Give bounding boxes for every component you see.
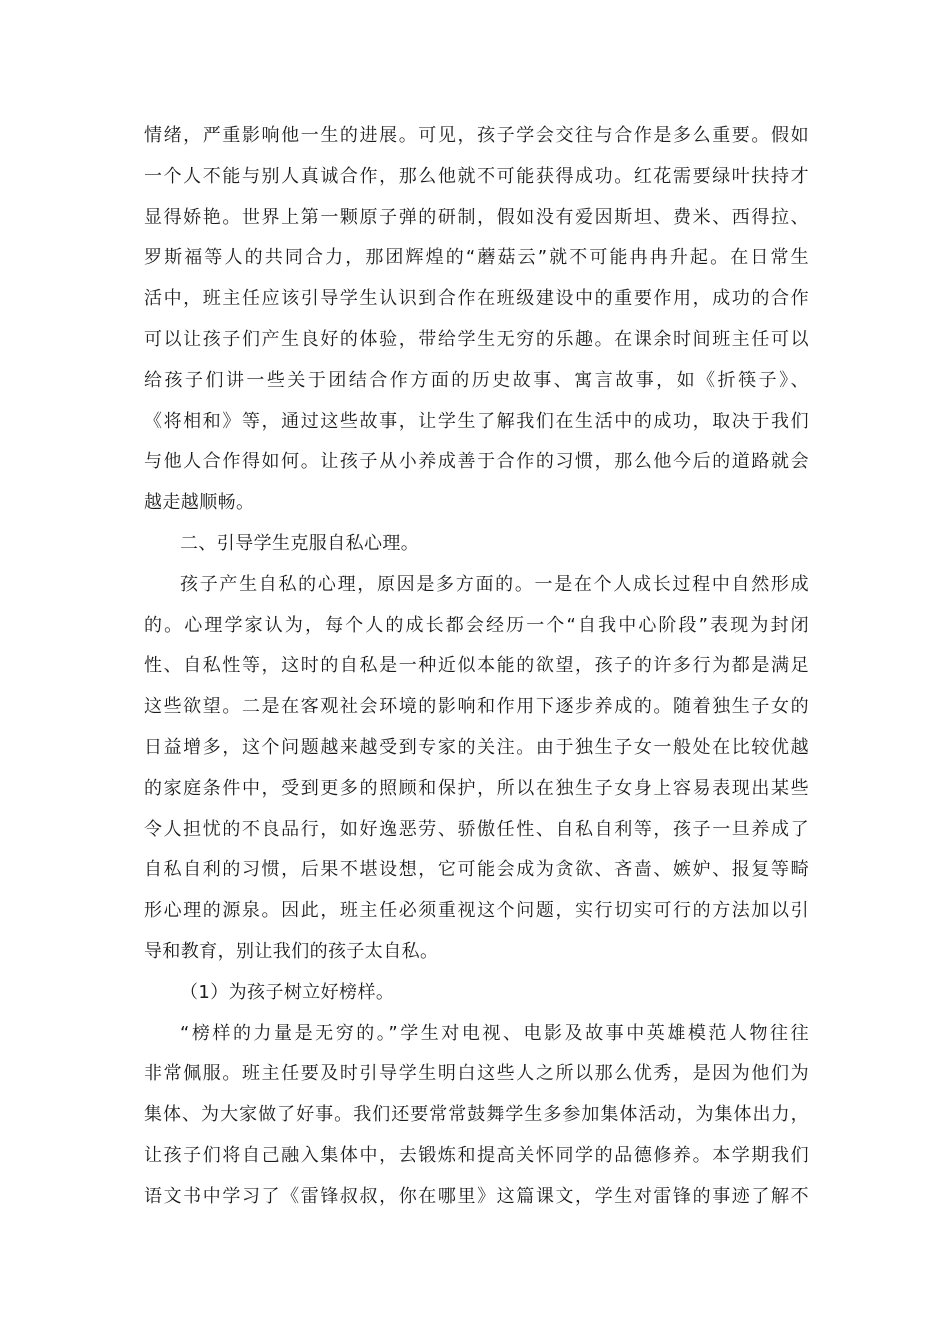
text-line: 让孩子们将自己融入集体中，去锻炼和提高关怀同学的品德修养。本学期我们: [144, 1144, 809, 1166]
subsection-heading: [144, 973, 809, 1014]
text-line: 《将相和》等，通过这些故事，让学生了解我们在生活中的成功，取决于我们: [144, 410, 809, 432]
text-line: 给孩子们讲一些关于团结合作方面的历史故事、寓言故事，如《折筷子》、: [144, 369, 809, 391]
paragraph-selfishness: [144, 565, 809, 973]
text-line: 日益增多，这个问题越来越受到专家的关注。由于独生子女一般处在比较优越: [144, 736, 809, 758]
text-line: 活中，班主任应该引导学生认识到合作在班级建设中的重要作用，成功的合作: [144, 288, 809, 310]
text-line: 形心理的源泉。因此，班主任必须重视这个问题，实行切实可行的方法加以引: [144, 900, 809, 922]
text-line: 情绪，严重影响他一生的进展。可见，孩子学会交往与合作是多么重要。假如: [144, 125, 809, 146]
text-line: 集体、为大家做了好事。我们还要常常鼓舞学生多参加集体活动，为集体出力，: [144, 1104, 809, 1126]
heading-text: 二、引导学生克服自私心理。: [180, 532, 420, 554]
text-line: 的家庭条件中，受到更多的照顾和保护，所以在独生子女身上容易表现出某些: [144, 777, 809, 799]
heading-text: （1）为孩子树立好榜样。: [180, 981, 395, 1003]
text-line: 与他人合作得如何。让孩子从小养成善于合作的习惯，那么他今后的道路就会: [144, 451, 809, 473]
text-line: 罗斯福等人的共同合力，那团辉煌的“蘑菇云”就不可能冉冉升起。在日常生: [144, 247, 809, 269]
text-line: 自私自利的习惯，后果不堪设想，它可能会成为贪欲、吝啬、嫉妒、报复等畸: [144, 859, 809, 881]
text-line: 非常佩服。班主任要及时引导学生明白这些人之所以那么优秀，是因为他们为: [144, 1063, 809, 1085]
text-line: 这些欲望。二是在客观社会环境的影响和作用下逐步养成的。随着独生子女的: [144, 696, 809, 718]
text-line: 可以让孩子们产生良好的体验，带给学生无穷的乐趣。在课余时间班主任可以: [144, 328, 809, 350]
text-line: 孩子产生自私的心理，原因是多方面的。一是在个人成长过程中自然形成: [180, 573, 809, 595]
paragraph-role-model: [144, 1014, 809, 1218]
text-line: 导和教育，别让我们的孩子太自私。: [144, 940, 439, 962]
text-line: “榜样的力量是无穷的。”学生对电视、电影及故事中英雄模范人物往往: [180, 1022, 809, 1044]
paragraph-cooperation: [144, 116, 809, 524]
text-line: 语文书中学习了《雷锋叔叔，你在哪里》这篇课文，学生对雷锋的事迹了解不: [144, 1185, 809, 1207]
body-text: [144, 116, 809, 1218]
section-heading: [144, 524, 809, 565]
text-line: 显得娇艳。世界上第一颗原子弹的研制，假如没有爱因斯坦、费米、西得拉、: [144, 206, 809, 228]
text-line: 越走越顺畅。: [144, 492, 255, 514]
text-line: 的。心理学家认为，每个人的成长都会经历一个“自我中心阶段”表现为封闭: [144, 614, 809, 636]
text-line: 令人担忧的不良品行，如好逸恶劳、骄傲任性、自私自利等，孩子一旦养成了: [144, 818, 809, 840]
text-line: 一个人不能与别人真诚合作，那么他就不可能获得成功。红花需要绿叶扶持才: [144, 165, 809, 187]
text-line: 性、自私性等，这时的自私是一种近似本能的欲望，孩子的许多行为都是满足: [144, 655, 809, 677]
